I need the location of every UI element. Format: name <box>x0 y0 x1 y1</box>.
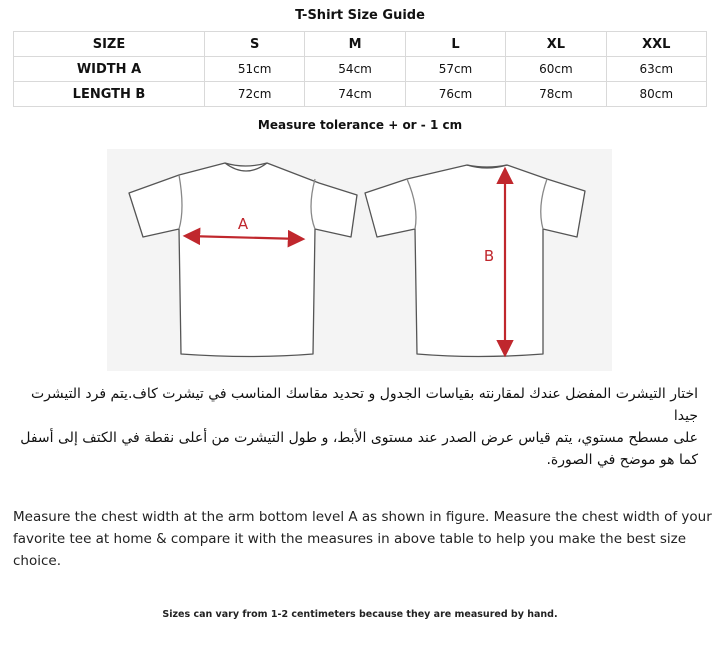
table-cell: 57cm <box>405 57 505 82</box>
arabic-line: على مسطح مستوي، يتم قياس عرض الصدر عند مستوى الأبط، و طول التيشرت من أعلى نقطة في الكتف إلى أسفل <box>20 430 698 446</box>
table-header-row <box>14 32 707 57</box>
table-cell: 60cm <box>506 57 606 82</box>
tshirt-diagram <box>107 149 612 371</box>
row-label: LENGTH B <box>14 82 205 107</box>
arabic-line: كما هو موضح في الصورة. <box>546 452 698 468</box>
header-cell: L <box>405 32 505 57</box>
row-label: WIDTH A <box>14 57 205 82</box>
table-cell: 63cm <box>606 57 706 82</box>
tshirt-front-icon <box>129 163 357 357</box>
header-cell: M <box>305 32 405 57</box>
table-row <box>14 57 707 82</box>
label-b: B <box>483 247 495 265</box>
size-table <box>13 31 707 107</box>
arabic-instructions <box>10 383 698 471</box>
header-cell: SIZE <box>14 32 205 57</box>
table-cell: 72cm <box>205 82 305 107</box>
header-cell: S <box>205 32 305 57</box>
header-cell: XXL <box>606 32 706 57</box>
arabic-line: اختار التيشرت المفضل عندك لمقارنته بقياسات الجدول و تحديد مقاسك المناسب في تيشرت كاف.يتم فرد التيشرت جيدا <box>30 386 698 424</box>
tshirt-back-icon <box>365 165 585 357</box>
table-row <box>14 82 707 107</box>
header-cell: XL <box>506 32 606 57</box>
table-cell: 78cm <box>506 82 606 107</box>
tolerance-note: Measure tolerance + or - 1 cm <box>257 118 463 132</box>
table-cell: 74cm <box>305 82 405 107</box>
table-cell: 80cm <box>606 82 706 107</box>
page-title: T-Shirt Size Guide <box>295 8 425 23</box>
table-cell: 76cm <box>405 82 505 107</box>
english-line: Measure the chest width at the arm bottom level A as shown in figure. Measure the chest width of your <box>13 509 712 525</box>
tshirt-illustration <box>107 149 612 371</box>
table-cell: 54cm <box>305 57 405 82</box>
english-line: favorite tee at home & compare it with the measures in above table to help you make the best size choice. <box>13 531 686 569</box>
english-instructions <box>13 506 713 572</box>
footnote: Sizes can vary from 1-2 centimeters because they are measured by hand. <box>162 609 558 620</box>
label-a: A <box>237 215 249 233</box>
table-cell: 51cm <box>205 57 305 82</box>
